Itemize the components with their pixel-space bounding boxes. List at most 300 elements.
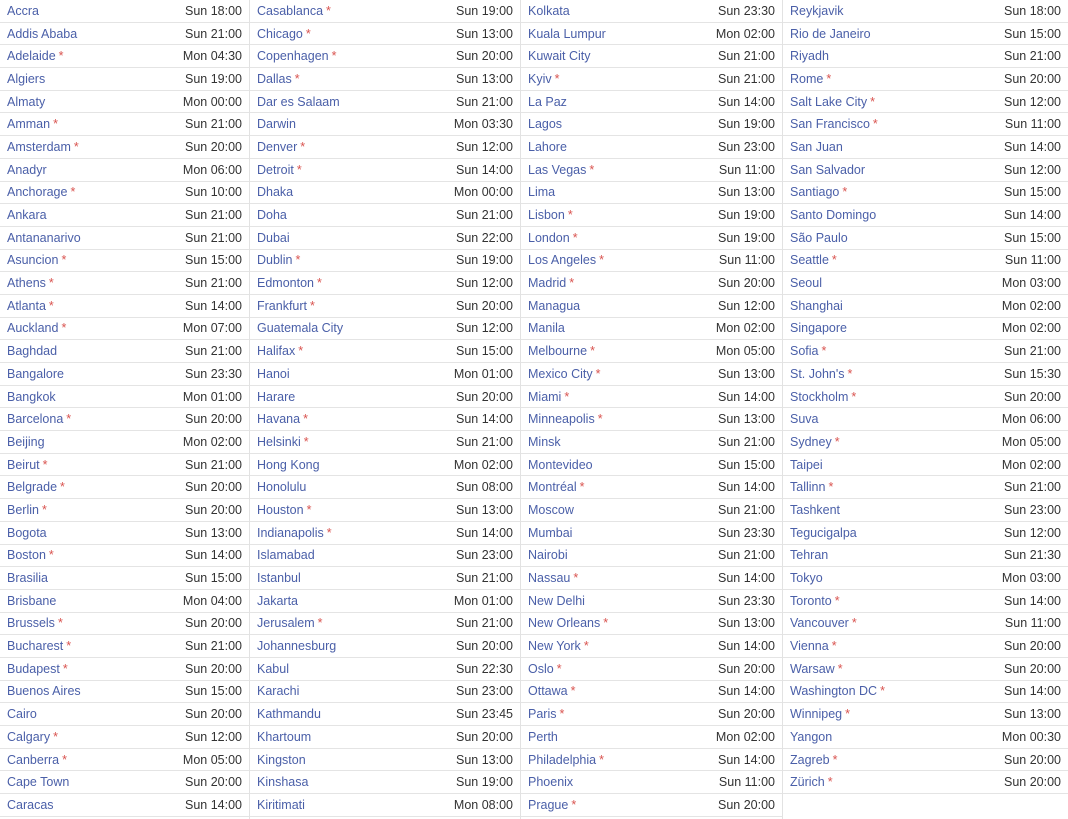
city-link[interactable]: São Paulo bbox=[790, 230, 848, 245]
city-link[interactable]: Kathmandu bbox=[257, 707, 321, 722]
city-row bbox=[521, 431, 782, 454]
dst-marker: * bbox=[870, 94, 875, 109]
city-link[interactable]: La Paz bbox=[528, 94, 567, 109]
city-cell bbox=[790, 344, 826, 358]
city-row bbox=[0, 431, 249, 454]
city-link[interactable]: Kabul bbox=[257, 661, 289, 676]
city-link[interactable]: Paris bbox=[528, 707, 557, 722]
dst-marker: * bbox=[828, 480, 834, 495]
city-link[interactable]: Manila bbox=[528, 321, 565, 336]
city-link[interactable]: Tokyo bbox=[790, 571, 823, 586]
city-row bbox=[783, 295, 1068, 318]
dst-marker: * bbox=[306, 502, 312, 517]
dst-marker: * bbox=[827, 775, 833, 790]
dst-marker: * bbox=[305, 26, 311, 41]
city-link[interactable]: Hanoi bbox=[257, 366, 290, 381]
city-link[interactable]: Harare bbox=[257, 389, 296, 404]
city-cell bbox=[528, 27, 609, 41]
city-link[interactable]: Caracas bbox=[7, 797, 54, 812]
local-time: Mon 05:00 bbox=[1001, 434, 1061, 449]
city-row bbox=[250, 794, 520, 817]
local-time: Sun 19:00 bbox=[456, 775, 513, 790]
city-row bbox=[783, 749, 1068, 772]
city-cell bbox=[790, 662, 843, 676]
city-link[interactable]: Halifax bbox=[257, 344, 296, 359]
city-link[interactable]: New Orleans bbox=[528, 616, 601, 631]
city-link[interactable]: Berlin bbox=[7, 502, 39, 517]
city-link[interactable]: Nassau bbox=[528, 571, 571, 586]
city-row bbox=[0, 363, 249, 386]
city-link[interactable]: Managua bbox=[528, 298, 581, 313]
city-link[interactable]: Los Angeles bbox=[528, 253, 597, 268]
local-time: Sun 14:00 bbox=[718, 389, 775, 404]
city-row bbox=[250, 431, 520, 454]
city-row bbox=[0, 295, 249, 318]
city-row bbox=[250, 113, 520, 136]
city-cell bbox=[528, 185, 558, 199]
city-link[interactable]: Darwin bbox=[257, 117, 296, 132]
local-time: Sun 20:00 bbox=[1004, 661, 1061, 676]
local-time: Sun 15:00 bbox=[456, 344, 513, 359]
city-link[interactable]: Brussels bbox=[7, 616, 55, 631]
city-cell bbox=[7, 140, 79, 154]
dst-marker: * bbox=[599, 253, 604, 268]
city-row bbox=[783, 408, 1068, 431]
city-link[interactable]: Kyiv bbox=[528, 71, 552, 86]
city-row bbox=[0, 476, 249, 499]
city-link[interactable]: Hong Kong bbox=[257, 457, 320, 472]
city-link[interactable]: Zürich bbox=[790, 775, 825, 790]
city-cell bbox=[7, 344, 60, 358]
city-link[interactable]: Detroit bbox=[257, 162, 294, 177]
city-link[interactable]: Budapest bbox=[7, 661, 60, 676]
city-cell bbox=[257, 526, 332, 540]
city-cell bbox=[790, 730, 835, 744]
local-time: Mon 00:00 bbox=[453, 185, 513, 200]
city-link[interactable]: Amsterdam bbox=[7, 139, 71, 154]
city-row bbox=[783, 545, 1068, 568]
city-link[interactable]: Atlanta bbox=[7, 298, 46, 313]
city-link[interactable]: Brasilia bbox=[7, 571, 48, 586]
city-link[interactable]: Rio de Janeiro bbox=[790, 26, 871, 41]
city-link[interactable]: Beirut bbox=[7, 457, 40, 472]
city-cell bbox=[528, 344, 595, 358]
city-link[interactable]: Dublin bbox=[257, 253, 293, 268]
city-cell bbox=[528, 435, 564, 449]
city-row bbox=[783, 363, 1068, 386]
local-time: Sun 12:00 bbox=[718, 298, 775, 313]
local-time: Sun 21:00 bbox=[718, 71, 775, 86]
city-link[interactable]: Mumbai bbox=[528, 525, 573, 540]
local-time: Sun 15:00 bbox=[1004, 185, 1061, 200]
dst-marker: * bbox=[303, 434, 309, 449]
city-link[interactable]: Perth bbox=[528, 729, 558, 744]
city-cell bbox=[528, 367, 600, 381]
city-cell bbox=[257, 616, 323, 630]
local-time: Sun 14:00 bbox=[1004, 208, 1061, 223]
city-row bbox=[0, 113, 249, 136]
local-time: Mon 00:30 bbox=[1001, 729, 1061, 744]
city-cell bbox=[7, 775, 72, 789]
city-link[interactable]: Havana bbox=[257, 412, 301, 427]
city-cell bbox=[790, 480, 833, 494]
city-link[interactable]: Warsaw bbox=[790, 661, 835, 676]
city-cell bbox=[790, 140, 846, 154]
city-link[interactable]: Suva bbox=[790, 412, 819, 427]
city-link[interactable]: Lagos bbox=[528, 117, 563, 132]
city-link[interactable]: Sofia bbox=[790, 344, 819, 359]
city-row bbox=[0, 204, 249, 227]
dst-marker: * bbox=[595, 366, 601, 381]
city-cell bbox=[7, 798, 57, 812]
city-link[interactable]: Lahore bbox=[528, 139, 567, 154]
city-link[interactable]: Reykjavik bbox=[790, 3, 844, 18]
city-link[interactable]: Zagreb bbox=[790, 752, 830, 767]
city-cell bbox=[7, 276, 54, 290]
city-cell bbox=[528, 775, 576, 789]
city-link[interactable]: Istanbul bbox=[257, 571, 301, 586]
dst-marker: * bbox=[326, 3, 331, 18]
city-link[interactable]: Bangalore bbox=[7, 366, 64, 381]
city-link[interactable]: Mexico City bbox=[528, 366, 593, 381]
city-link[interactable]: Dhaka bbox=[257, 185, 294, 200]
city-link[interactable]: Copenhagen bbox=[257, 49, 329, 64]
city-link[interactable]: Tashkent bbox=[790, 502, 841, 517]
city-link[interactable]: Minneapolis bbox=[528, 412, 595, 427]
local-time: Mon 01:00 bbox=[182, 389, 242, 404]
city-row bbox=[783, 771, 1068, 794]
local-time: Sun 20:00 bbox=[185, 661, 242, 676]
city-link[interactable]: Houston bbox=[257, 502, 304, 517]
city-link[interactable]: London bbox=[528, 230, 570, 245]
city-link[interactable]: Seattle bbox=[790, 253, 829, 268]
city-link[interactable]: San Salvador bbox=[790, 162, 866, 177]
city-link[interactable]: San Juan bbox=[790, 139, 843, 154]
city-cell bbox=[7, 571, 51, 585]
city-row bbox=[250, 590, 520, 613]
city-link[interactable]: Kuala Lumpur bbox=[528, 26, 606, 41]
local-time: Sun 11:00 bbox=[718, 253, 775, 268]
city-cell bbox=[257, 253, 300, 267]
city-link[interactable]: Rome bbox=[790, 71, 824, 86]
city-row bbox=[250, 635, 520, 658]
city-row bbox=[0, 590, 249, 613]
city-link[interactable]: Algiers bbox=[7, 71, 46, 86]
city-link[interactable]: Minsk bbox=[528, 434, 561, 449]
city-cell bbox=[528, 117, 565, 131]
local-time: Sun 21:00 bbox=[456, 94, 513, 109]
city-link[interactable]: Athens bbox=[7, 276, 46, 291]
city-link[interactable]: Tegucigalpa bbox=[790, 525, 857, 540]
city-row bbox=[0, 250, 249, 273]
city-link[interactable]: Vienna bbox=[790, 639, 829, 654]
city-link[interactable]: Ankara bbox=[7, 208, 47, 223]
city-link[interactable]: Philadelphia bbox=[528, 752, 597, 767]
local-time: Sun 11:00 bbox=[1004, 616, 1061, 631]
city-link[interactable]: Riyadh bbox=[790, 49, 829, 64]
city-link[interactable]: Winnipeg bbox=[790, 707, 843, 722]
local-time: Sun 20:00 bbox=[185, 616, 242, 631]
city-row bbox=[250, 408, 520, 431]
city-cell bbox=[257, 27, 311, 41]
dst-marker: * bbox=[603, 616, 609, 631]
city-link[interactable]: New York bbox=[528, 639, 581, 654]
city-link[interactable]: Jerusalem bbox=[257, 616, 315, 631]
local-time: Sun 20:00 bbox=[456, 639, 513, 654]
city-link[interactable]: Bogota bbox=[7, 525, 47, 540]
city-cell bbox=[7, 4, 42, 18]
city-cell bbox=[257, 49, 336, 63]
city-link[interactable]: Karachi bbox=[257, 684, 300, 699]
local-time: Mon 02:00 bbox=[1001, 457, 1061, 472]
city-link[interactable]: Beijing bbox=[7, 434, 45, 449]
local-time: Sun 14:00 bbox=[718, 639, 775, 654]
city-row bbox=[783, 431, 1068, 454]
local-time: Mon 02:00 bbox=[1001, 298, 1061, 313]
city-link[interactable]: Taipei bbox=[790, 457, 823, 472]
city-link[interactable]: Seoul bbox=[790, 276, 822, 291]
city-link[interactable]: Cairo bbox=[7, 707, 37, 722]
city-link[interactable]: Helsinki bbox=[257, 434, 301, 449]
city-cell bbox=[790, 548, 831, 562]
city-row bbox=[521, 91, 782, 114]
city-link[interactable]: Doha bbox=[257, 208, 287, 223]
city-link[interactable]: Boston bbox=[7, 548, 46, 563]
city-link[interactable]: Adelaide bbox=[7, 49, 56, 64]
city-link[interactable]: Auckland bbox=[7, 321, 59, 336]
local-time: Sun 20:00 bbox=[718, 661, 775, 676]
city-link[interactable]: Yangon bbox=[790, 729, 833, 744]
city-link[interactable]: Denver bbox=[257, 139, 298, 154]
city-link[interactable]: Dubai bbox=[257, 230, 290, 245]
city-cell bbox=[7, 616, 63, 630]
city-link[interactable]: Anadyr bbox=[7, 162, 47, 177]
city-cell bbox=[257, 753, 309, 767]
city-row bbox=[521, 363, 782, 386]
city-row bbox=[0, 408, 249, 431]
city-cell bbox=[257, 72, 300, 86]
city-row bbox=[783, 567, 1068, 590]
city-row bbox=[783, 113, 1068, 136]
city-row bbox=[250, 749, 520, 772]
city-row bbox=[0, 182, 249, 205]
dst-marker: * bbox=[66, 639, 72, 654]
city-link[interactable]: Jakarta bbox=[257, 593, 298, 608]
city-link[interactable]: Asuncion bbox=[7, 253, 59, 268]
city-row bbox=[0, 749, 249, 772]
city-link[interactable]: Calgary bbox=[7, 729, 51, 744]
city-cell bbox=[7, 753, 67, 767]
city-cell bbox=[790, 616, 857, 630]
city-link[interactable]: Prague bbox=[528, 797, 569, 812]
city-link[interactable]: Kuwait City bbox=[528, 49, 591, 64]
city-link[interactable]: Amman bbox=[7, 117, 51, 132]
city-link[interactable]: Oslo bbox=[528, 661, 554, 676]
city-row bbox=[521, 272, 782, 295]
city-link[interactable]: Buenos Aires bbox=[7, 684, 81, 699]
city-row bbox=[250, 136, 520, 159]
city-row bbox=[783, 340, 1068, 363]
city-link[interactable]: Stockholm bbox=[790, 389, 849, 404]
city-cell bbox=[7, 684, 84, 698]
city-cell bbox=[528, 458, 596, 472]
dst-marker: * bbox=[842, 185, 848, 200]
dst-marker: * bbox=[847, 366, 853, 381]
city-link[interactable]: Barcelona bbox=[7, 412, 64, 427]
city-link[interactable]: Chicago bbox=[257, 26, 303, 41]
local-time: Sun 19:00 bbox=[185, 71, 242, 86]
dst-marker: * bbox=[61, 321, 67, 336]
city-link[interactable]: Nairobi bbox=[528, 548, 568, 563]
city-link[interactable]: Kolkata bbox=[528, 3, 570, 18]
city-link[interactable]: Johannesburg bbox=[257, 639, 337, 654]
dst-marker: * bbox=[53, 729, 58, 744]
local-time: Sun 20:00 bbox=[1004, 639, 1061, 654]
city-link[interactable]: Anchorage bbox=[7, 185, 68, 200]
city-link[interactable]: Cape Town bbox=[7, 775, 70, 790]
city-link[interactable]: Edmonton bbox=[257, 276, 314, 291]
local-time: Sun 18:00 bbox=[185, 3, 242, 18]
dst-marker: * bbox=[573, 571, 579, 586]
city-link[interactable]: Las Vegas bbox=[528, 162, 587, 177]
dst-marker: * bbox=[826, 71, 832, 86]
dst-marker: * bbox=[821, 344, 827, 359]
city-link[interactable]: Kinshasa bbox=[257, 775, 309, 790]
local-time: Sun 14:00 bbox=[185, 298, 242, 313]
city-link[interactable]: Lisbon bbox=[528, 208, 565, 223]
city-link[interactable]: Phoenix bbox=[528, 775, 574, 790]
city-link[interactable]: Accra bbox=[7, 3, 39, 18]
city-link[interactable]: Dallas bbox=[257, 71, 292, 86]
city-cell bbox=[528, 730, 561, 744]
city-cell bbox=[7, 72, 48, 86]
city-link[interactable]: Tehran bbox=[790, 548, 829, 563]
local-time: Sun 20:00 bbox=[456, 389, 513, 404]
local-time: Sun 22:30 bbox=[456, 661, 513, 676]
dst-marker: * bbox=[48, 548, 54, 563]
city-link[interactable]: Lima bbox=[528, 185, 556, 200]
local-time: Sun 20:00 bbox=[718, 707, 775, 722]
city-link[interactable]: Honolulu bbox=[257, 480, 307, 495]
city-link[interactable]: Kingston bbox=[257, 752, 306, 767]
city-cell bbox=[790, 571, 826, 585]
city-row bbox=[0, 703, 249, 726]
city-link[interactable]: Dar es Salaam bbox=[257, 94, 340, 109]
city-link[interactable]: Guatemala City bbox=[257, 321, 344, 336]
city-row bbox=[250, 658, 520, 681]
local-time: Sun 20:00 bbox=[185, 502, 242, 517]
city-link[interactable]: Casablanca bbox=[257, 3, 324, 18]
city-link[interactable]: Sydney bbox=[790, 434, 832, 449]
dst-marker: * bbox=[589, 162, 595, 177]
dst-marker: * bbox=[851, 616, 857, 631]
city-row bbox=[250, 272, 520, 295]
local-time: Sun 14:00 bbox=[718, 480, 775, 495]
local-time: Sun 21:00 bbox=[185, 344, 242, 359]
city-link[interactable]: San Francisco bbox=[790, 117, 870, 132]
city-link[interactable]: Bangkok bbox=[7, 389, 56, 404]
city-cell bbox=[7, 163, 50, 177]
city-row bbox=[0, 613, 249, 636]
local-time: Sun 11:00 bbox=[718, 775, 775, 790]
city-link[interactable]: Frankfurt bbox=[257, 298, 308, 313]
city-link[interactable]: Brisbane bbox=[7, 593, 57, 608]
city-row bbox=[0, 159, 249, 182]
city-link[interactable]: Belgrade bbox=[7, 480, 58, 495]
city-cell bbox=[257, 798, 308, 812]
city-cell bbox=[528, 140, 570, 154]
city-link[interactable]: Bucharest bbox=[7, 639, 64, 654]
city-cell bbox=[257, 140, 305, 154]
city-link[interactable]: Vancouver bbox=[790, 616, 849, 631]
city-row bbox=[250, 386, 520, 409]
local-time: Sun 13:00 bbox=[456, 502, 513, 517]
city-link[interactable]: Ottawa bbox=[528, 684, 568, 699]
city-link[interactable]: Kiritimati bbox=[257, 797, 305, 812]
city-link[interactable]: Singapore bbox=[790, 321, 847, 336]
dst-marker: * bbox=[872, 117, 878, 132]
city-link[interactable]: Tallinn bbox=[790, 480, 826, 495]
city-row bbox=[521, 613, 782, 636]
city-link[interactable]: Washington DC bbox=[790, 684, 878, 699]
city-cell bbox=[257, 662, 292, 676]
local-time: Sun 20:00 bbox=[1004, 71, 1061, 86]
city-link[interactable]: Addis Ababa bbox=[7, 26, 78, 41]
city-link[interactable]: Islamabad bbox=[257, 548, 315, 563]
city-row bbox=[521, 771, 782, 794]
city-cell bbox=[7, 49, 64, 63]
city-link[interactable]: Montevideo bbox=[528, 457, 593, 472]
local-time: Sun 14:00 bbox=[185, 797, 242, 812]
city-link[interactable]: Madrid bbox=[528, 276, 567, 291]
city-link[interactable]: Indianapolis bbox=[257, 525, 324, 540]
city-cell bbox=[7, 117, 58, 131]
city-cell bbox=[790, 4, 847, 18]
city-column-4 bbox=[783, 0, 1068, 819]
city-row bbox=[250, 454, 520, 477]
city-link[interactable]: St. John's bbox=[790, 366, 845, 381]
city-row bbox=[521, 499, 782, 522]
city-link[interactable]: Melbourne bbox=[528, 344, 588, 359]
local-time: Sun 13:00 bbox=[456, 26, 513, 41]
city-cell bbox=[7, 367, 67, 381]
city-link[interactable]: Montréal bbox=[528, 480, 577, 495]
city-row bbox=[783, 726, 1068, 749]
city-link[interactable]: Antananarivo bbox=[7, 230, 81, 245]
city-link[interactable]: Salt Lake City bbox=[790, 94, 868, 109]
city-row bbox=[783, 681, 1068, 704]
city-link[interactable]: Baghdad bbox=[7, 344, 58, 359]
city-link[interactable]: Santiago bbox=[790, 185, 840, 200]
city-link[interactable]: Khartoum bbox=[257, 729, 312, 744]
local-time: Sun 14:00 bbox=[718, 752, 775, 767]
city-link[interactable]: Shanghai bbox=[790, 298, 843, 313]
city-column-3 bbox=[521, 0, 783, 819]
city-link[interactable]: Almaty bbox=[7, 94, 46, 109]
city-link[interactable]: Canberra bbox=[7, 752, 60, 767]
dst-marker: * bbox=[42, 457, 48, 472]
city-cell bbox=[257, 503, 311, 517]
city-row bbox=[0, 340, 249, 363]
city-row bbox=[250, 227, 520, 250]
city-link[interactable]: Miami bbox=[528, 389, 562, 404]
dst-marker: * bbox=[590, 344, 595, 359]
city-link[interactable]: Toronto bbox=[790, 593, 832, 608]
city-link[interactable]: Moscow bbox=[528, 502, 574, 517]
local-time: Sun 20:00 bbox=[185, 775, 242, 790]
city-link[interactable]: New Delhi bbox=[528, 593, 585, 608]
city-link[interactable]: Santo Domingo bbox=[790, 208, 877, 223]
